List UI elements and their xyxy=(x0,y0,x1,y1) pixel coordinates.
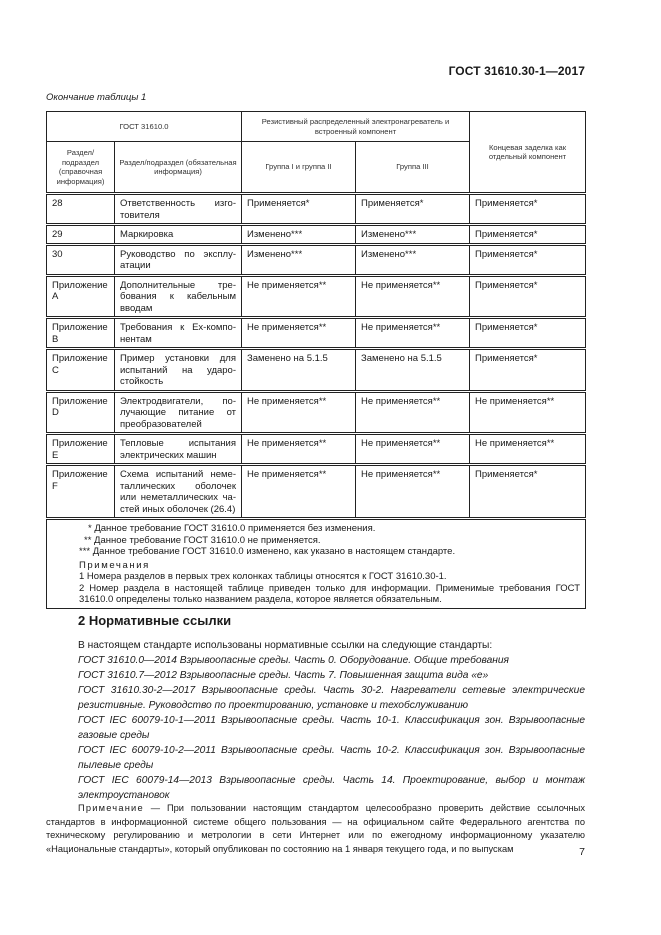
table-cell-c5: Применяется* xyxy=(470,349,586,392)
table-row xyxy=(47,244,586,275)
table-cell-c1: 28 xyxy=(47,194,115,225)
table-cell-c2: Требования к Ex-компо-нентам xyxy=(115,318,242,349)
table-cell-c4: Не применяется** xyxy=(356,318,470,349)
page-number: 7 xyxy=(579,846,585,858)
table-cell-c3: Не применяется** xyxy=(242,275,356,318)
table-row xyxy=(47,465,586,519)
table-row xyxy=(47,434,586,465)
bottom-note-text: — При пользовании настоящим стандартом целесообразно проверить действие ссылочных стандартов в информационной системе общего пользования — на официальном сайте Федерального агентства по техническому регулированию и метрологии в сети Интернет или по ежегодному информационному указателю «Национальные стандарты», который опубликован по состоянию на 1 января текущего года, и по выпускам xyxy=(46,803,585,854)
table-cell-c4: Заменено на 5.1.5 xyxy=(356,349,470,392)
table-row xyxy=(47,318,586,349)
footnote-1: * Данное требование ГОСТ 31610.0 применяется без изменения. xyxy=(88,523,376,534)
table-cell-c2: Маркировка xyxy=(115,225,242,245)
reference-item: ГОСТ IEC 60079-14—2013 Взрывоопасные среды. Часть 14. Проектирование, выбор и монтаж электроустановок xyxy=(78,775,585,801)
table-cell-c2: Пример установки для испытаний на ударо-стойкость xyxy=(115,349,242,392)
table-row xyxy=(47,275,586,318)
header-col4: Группа III xyxy=(356,142,470,194)
reference-item: ГОСТ 31610.7—2012 Взрывоопасные среды. Часть 7. Повышенная защита вида «е» xyxy=(78,670,489,681)
table-cell-c3: Изменено*** xyxy=(242,244,356,275)
table-cell-c2: Ответственность изго-товителя xyxy=(115,194,242,225)
header-gost-group: ГОСТ 31610.0 xyxy=(47,112,242,142)
table-caption: Окончание таблицы 1 xyxy=(46,92,147,103)
table-cell-c4: Не применяется** xyxy=(356,465,470,519)
table-cell-c5: Применяется* xyxy=(470,275,586,318)
table-row xyxy=(47,225,586,245)
note-2: 2 Номер раздела в настоящей таблице приведен только для информации. Применимые требования ГОСТ 31610.0 определены только названием раздела, которое является обязательным. xyxy=(79,582,580,605)
footnote-3: *** Данное требование ГОСТ 31610.0 изменено, как указано в настоящем стандарте. xyxy=(79,546,456,557)
table-cell-c1: 29 xyxy=(47,225,115,245)
table-cell-c2: Руководство по эксплу-атации xyxy=(115,244,242,275)
table-cell-c5: Применяется* xyxy=(470,244,586,275)
table-cell-c1: 30 xyxy=(47,244,115,275)
table-row xyxy=(47,391,586,434)
table-cell-c4: Изменено*** xyxy=(356,225,470,245)
table-cell-c3: Заменено на 5.1.5 xyxy=(242,349,356,392)
footnotes-cell xyxy=(47,519,586,609)
table-footnotes xyxy=(47,519,586,609)
references-intro: В настоящем стандарте использованы нормативные ссылки на следующие стандарты: xyxy=(78,640,493,651)
header-col2: Раздел/подраздел (обязательная информация) xyxy=(115,142,242,194)
table-cell-c1: Приложение B xyxy=(47,318,115,349)
table-cell-c1: Приложение C xyxy=(47,349,115,392)
table-body xyxy=(47,194,586,519)
table-cell-c3: Не применяется** xyxy=(242,318,356,349)
table-cell-c4: Не применяется** xyxy=(356,391,470,434)
footnote-2: ** Данное требование ГОСТ 31610.0 не применяется. xyxy=(84,534,321,546)
table-cell-c3: Не применяется** xyxy=(242,465,356,519)
table-cell-c3: Применяется* xyxy=(242,194,356,225)
header-heater-group: Резистивный распределенный электронагреватель и встроенный компонент xyxy=(242,112,470,142)
reference-item: ГОСТ IEC 60079-10-1—2011 Взрывоопасные среды. Часть 10-1. Классификация зон. Взрывоопасные газовые среды xyxy=(78,715,585,741)
table-cell-c1: Приложение D xyxy=(47,391,115,434)
table-cell-c1: Приложение F xyxy=(47,465,115,519)
note-1: 1 Номера разделов в первых трех колонках таблицы относятся к ГОСТ 31610.30-1. xyxy=(79,571,447,582)
table-cell-c3: Не применяется** xyxy=(242,391,356,434)
table-row xyxy=(47,194,586,225)
table-cell-c2: Тепловые испытания электрических машин xyxy=(115,434,242,465)
header-col1: Раздел/ подраздел (справочная информация) xyxy=(47,142,115,194)
table-row xyxy=(47,349,586,392)
document-code: ГОСТ 31610.30-1—2017 xyxy=(448,64,585,78)
header-col3: Группа I и группа II xyxy=(242,142,356,194)
references-list xyxy=(78,638,585,803)
table-cell-c2: Схема испытаний неме-таллических оболочек или неметаллических ча-стей иных оболочек (26.4) xyxy=(115,465,242,519)
table-cell-c5: Применяется* xyxy=(470,465,586,519)
table-cell-c5: Применяется* xyxy=(470,225,586,245)
table-cell-c5: Не применяется** xyxy=(470,434,586,465)
table-cell-c4: Применяется* xyxy=(356,194,470,225)
reference-item: ГОСТ IEC 60079-10-2—2011 Взрывоопасные среды. Часть 10-2. Классификация зон. Взрывоопасные пылевые среды xyxy=(78,745,585,771)
header-col5: Концевая заделка как отдельный компонент xyxy=(470,112,586,194)
notes-title: Примечания xyxy=(79,559,150,571)
table-cell-c2: Дополнительные тре-бования к кабельным вводам xyxy=(115,275,242,318)
table-cell-c1: Приложение A xyxy=(47,275,115,318)
table-cell-c1: Приложение E xyxy=(47,434,115,465)
section-title: 2 Нормативные ссылки xyxy=(78,613,232,628)
table-cell-c5: Не применяется** xyxy=(470,391,586,434)
table-cell-c4: Не применяется** xyxy=(356,434,470,465)
table-cell-c4: Изменено*** xyxy=(356,244,470,275)
table-cell-c4: Не применяется** xyxy=(356,275,470,318)
table-cell-c5: Применяется* xyxy=(470,194,586,225)
table-cell-c2: Электродвигатели, по-лучающие питание от преобразователей xyxy=(115,391,242,434)
reference-item: ГОСТ 31610.30-2—2017 Взрывоопасные среды. Часть 30-2. Нагреватели сетевые электрические резистивные. Руководство по проектированию, установке и техобслуживанию xyxy=(78,685,585,711)
bottom-note xyxy=(46,802,585,856)
table-cell-c3: Изменено*** xyxy=(242,225,356,245)
table-cell-c3: Не применяется** xyxy=(242,434,356,465)
reference-item: ГОСТ 31610.0—2014 Взрывоопасные среды. Часть 0. Оборудование. Общие требования xyxy=(78,655,509,666)
bottom-note-lead: Примечание xyxy=(78,803,144,813)
table-header xyxy=(47,112,586,194)
requirements-table xyxy=(46,111,586,609)
table-cell-c5: Применяется* xyxy=(470,318,586,349)
